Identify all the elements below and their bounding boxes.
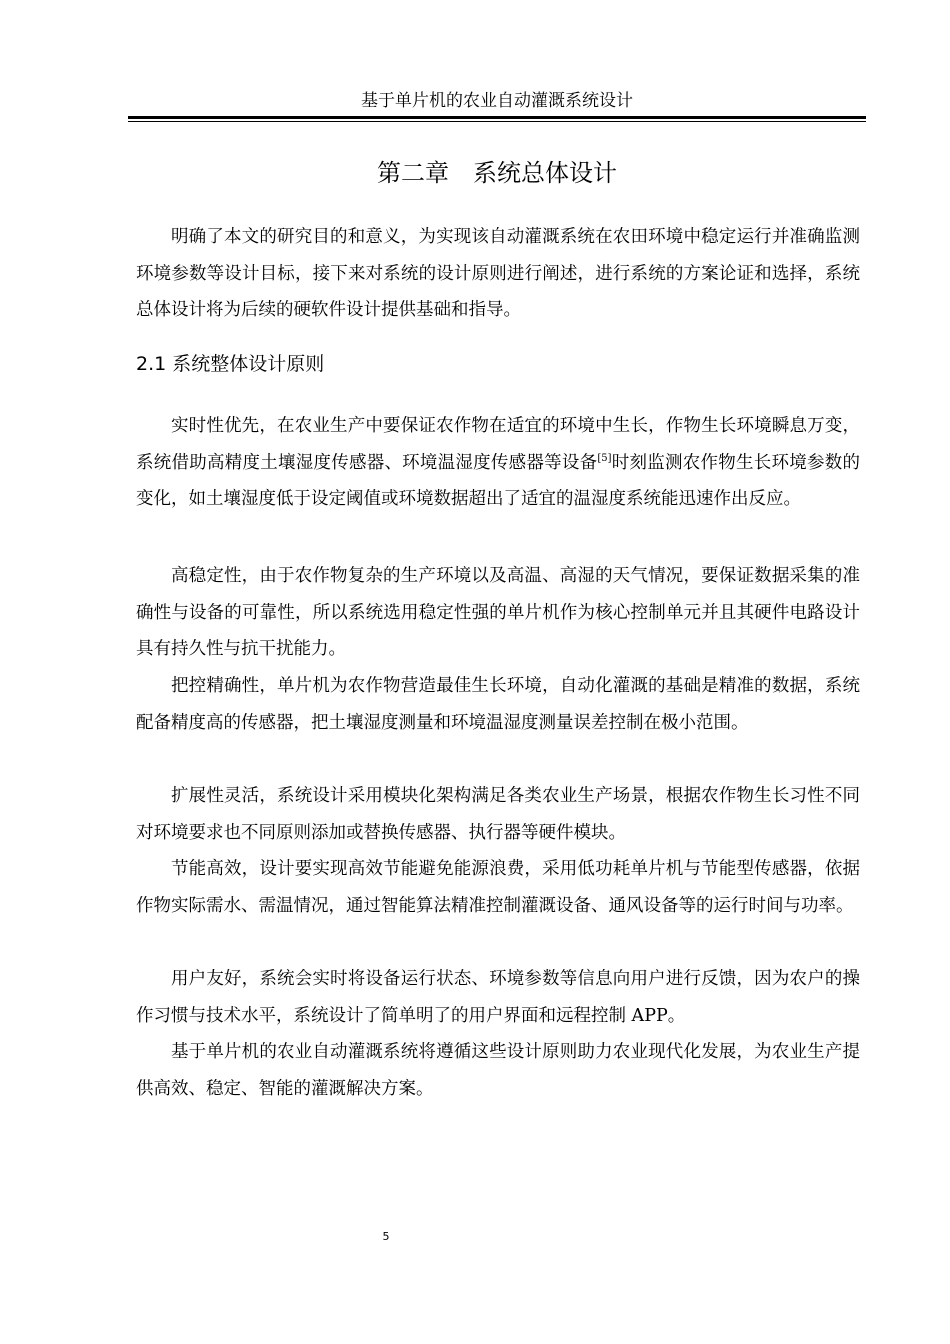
paragraph-energy: 节能高效，设计要实现高效节能避免能源浪费，采用低功耗单片机与节能型传感器，依据作物实际需水、需温情况，通过智能算法精准控制灌溉设备、通风设备等的运行时间与功率。 <box>136 859 860 916</box>
running-header: 基于单片机的农业自动灌溉系统设计 <box>361 91 633 111</box>
chapter-title: 第二章 系统总体设计 <box>377 159 617 187</box>
page-number: 5 <box>382 1230 390 1243</box>
paragraph-realtime-text-2: 时刻监测农作物生长环境参数的变化，如土壤湿度低于设定阈值或环境数据超出了适宜的温湿度系统能迅速作出反应。 <box>136 452 861 509</box>
paragraph-usability: 用户友好，系统会实时将设备运行状态、环境参数等信息向用户进行反馈，因为农户的操作习惯与技术水平，系统设计了简单明了的用户界面和远程控制 APP。 <box>136 969 860 1026</box>
citation-ref: [5] <box>597 452 612 464</box>
header-rule-thin <box>128 121 866 122</box>
header-rule <box>128 116 866 119</box>
paragraph-stability: 高稳定性，由于农作物复杂的生产环境以及高温、高湿的天气情况，要保证数据采集的准确性与设备的可靠性，所以系统选用稳定性强的单片机作为核心控制单元并且其硬件电路设计具有持久性与抗干扰能力。 <box>136 566 860 659</box>
intro-paragraph: 明确了本文的研究目的和意义，为实现该自动灌溉系统在农田环境中稳定运行并准确监测环境参数等设计目标，接下来对系统的设计原则进行阐述，进行系统的方案论证和选择，系统总体设计将为后续的硬软件设计提供基础和指导。 <box>136 227 860 320</box>
paragraph-conclusion: 基于单片机的农业自动灌溉系统将遵循这些设计原则助力农业现代化发展，为农业生产提供高效、稳定、智能的灌溉解决方案。 <box>136 1042 860 1099</box>
section-title: 2.1 系统整体设计原则 <box>136 353 325 375</box>
paragraph-realtime-text-1: 实时性优先，在农业生产中要保证农作物在适宜的环境中生长，作物生长环境瞬息万变，系统借助高精度土壤湿度传感器、环境温湿度传感器等设备 <box>136 416 860 473</box>
paragraph-precision: 把控精确性，单片机为农作物营造最佳生长环境，自动化灌溉的基础是精准的数据，系统配备精度高的传感器，把土壤湿度测量和环境温湿度测量误差控制在极小范围。 <box>136 676 860 733</box>
paragraph-realtime <box>136 408 860 518</box>
paragraph-scalability: 扩展性灵活，系统设计采用模块化架构满足各类农业生产场景，根据农作物生长习性不同对环境要求也不同原则添加或替换传感器、执行器等硬件模块。 <box>136 786 860 843</box>
